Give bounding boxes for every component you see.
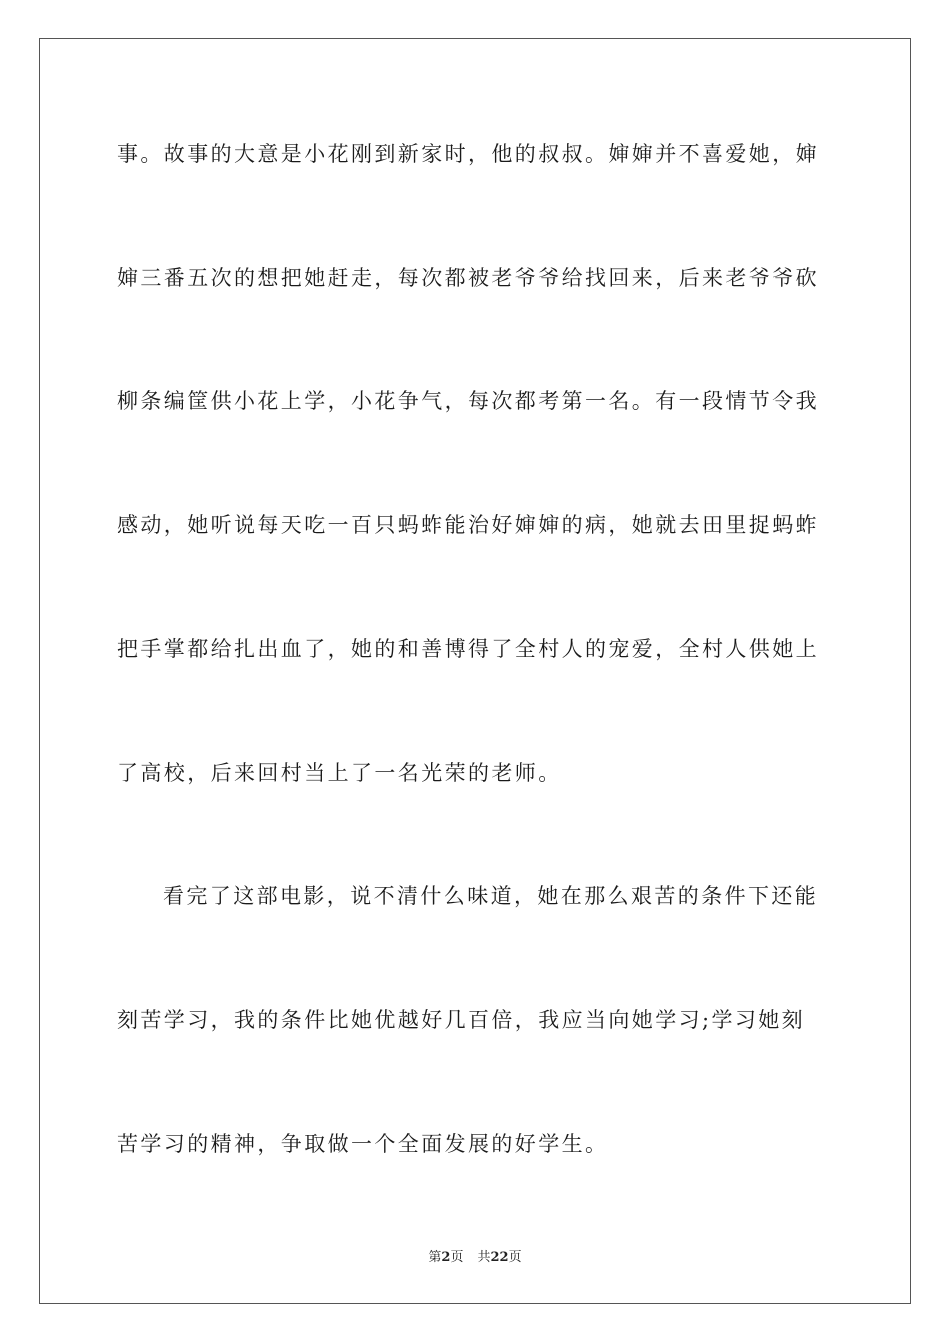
page-suffix: 页 (450, 1250, 464, 1265)
body-text-line-7: 看完了这部电影，说不清什么味道，她在那么艰苦的条件下还能 (163, 884, 819, 908)
body-text-line-4: 感动，她听说每天吃一百只蚂蚱能治好婶婶的病，她就去田里捉蚂蚱 (117, 513, 819, 537)
page-border (39, 38, 911, 1304)
body-text-line-6: 了高校，后来回村当上了一名光荣的老师。 (117, 761, 562, 785)
body-text-line-3: 柳条编筐供小花上学，小花争气，每次都考第一名。有一段情节令我 (117, 389, 819, 413)
body-text-line-1: 事。故事的大意是小花刚到新家时，他的叔叔。婶婶并不喜爱她，婶 (117, 142, 819, 166)
body-text-line-5: 把手掌都给扎出血了，她的和善博得了全村人的宠爱，全村人供她上 (117, 637, 819, 661)
total-pages: 22 (490, 1250, 509, 1265)
page-footer (0, 1246, 950, 1265)
total-prefix: 共 (477, 1250, 491, 1265)
page-number: 2 (441, 1250, 451, 1265)
body-text-line-9: 苦学习的精神，争取做一个全面发展的好学生。 (117, 1132, 609, 1156)
page-prefix: 第 (428, 1250, 442, 1265)
total-suffix: 页 (508, 1250, 522, 1265)
body-text-line-2: 婶三番五次的想把她赶走，每次都被老爷爷给找回来，后来老爷爷砍 (117, 266, 819, 290)
body-text-line-8: 刻苦学习，我的条件比她优越好几百倍，我应当向她学习;学习她刻 (117, 1008, 806, 1032)
